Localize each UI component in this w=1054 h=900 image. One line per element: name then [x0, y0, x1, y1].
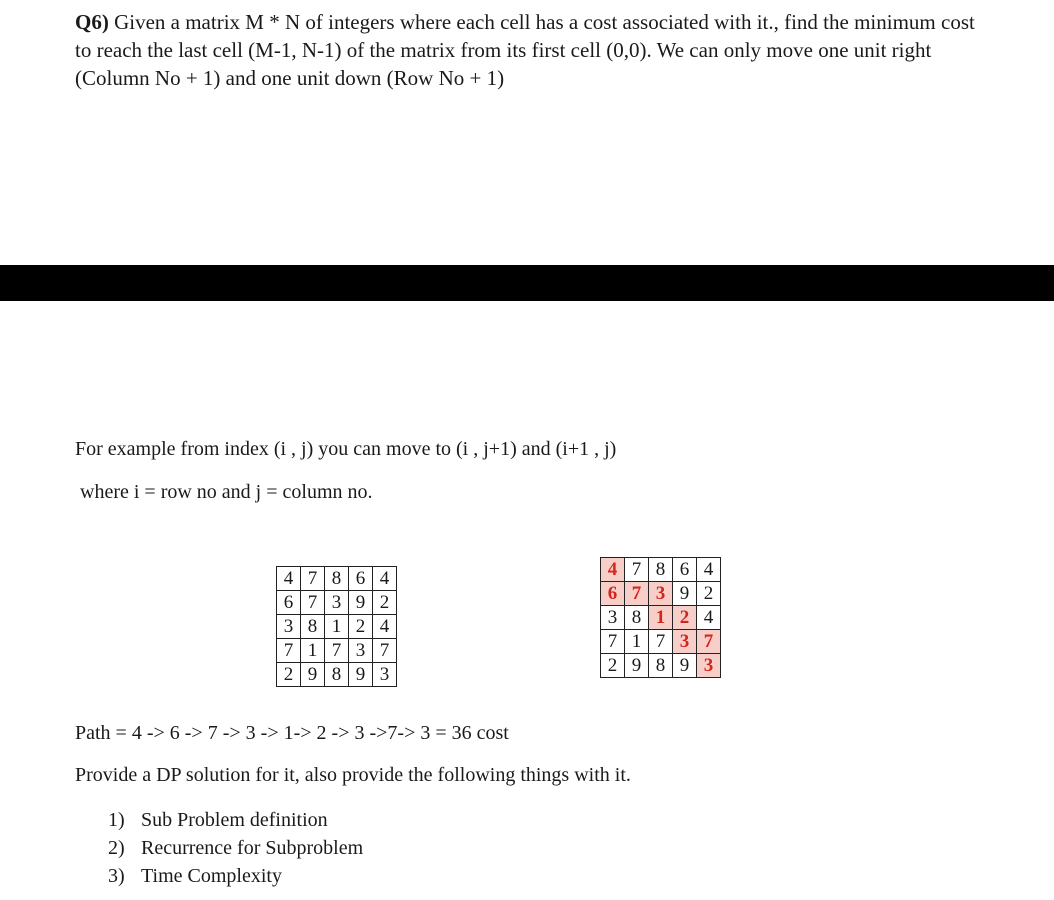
matrix-row: [601, 630, 721, 654]
list-number: 1): [108, 809, 125, 831]
matrix-cell: 7: [373, 639, 397, 663]
question-body: Given a matrix M * N of integers where each cell has a cost associated with it., find the minimum cost to reach the last cell (M-1, N-1) of the matrix from its first cell (0,0). We can only move one unit right (Column No + 1) and one unit down (Row No + 1): [75, 10, 975, 90]
path-cell: 2: [673, 606, 697, 630]
matrix-row: [277, 615, 397, 639]
list-item: [108, 806, 363, 834]
matrix-cell: 2: [601, 654, 625, 678]
matrix-cell: 7: [301, 591, 325, 615]
matrix-row: [277, 591, 397, 615]
example-line: For example from index (i , j) you can move to (i , j+1) and (i+1 , j): [75, 438, 617, 460]
path-cell: 7: [697, 630, 721, 654]
matrix-cell: 6: [277, 591, 301, 615]
matrix-row: [601, 606, 721, 630]
matrix-cell: 2: [277, 663, 301, 687]
matrix-cell: 6: [673, 558, 697, 582]
matrix-cell: 9: [301, 663, 325, 687]
matrix-cell: 4: [277, 567, 301, 591]
matrix-cell: 3: [349, 639, 373, 663]
requirements-list: [108, 806, 363, 890]
matrix-cell: 3: [373, 663, 397, 687]
matrix-row: [601, 582, 721, 606]
matrix-cell: 2: [697, 582, 721, 606]
matrix-cell: 9: [673, 654, 697, 678]
provide-line: Provide a DP solution for it, also provide the following things with it.: [75, 764, 631, 786]
matrix-cell: 1: [625, 630, 649, 654]
matrix-cell: 8: [649, 558, 673, 582]
list-item: [108, 834, 363, 862]
matrix-cell: 9: [349, 591, 373, 615]
where-line: where i = row no and j = column no.: [80, 481, 373, 503]
matrix-cell: 6: [349, 567, 373, 591]
list-text: Time Complexity: [141, 865, 282, 887]
matrix-cell: 4: [697, 606, 721, 630]
redaction-bar: [0, 265, 1054, 301]
matrix-cell: 9: [349, 663, 373, 687]
matrix-cell: 7: [601, 630, 625, 654]
matrix-cell: 4: [373, 567, 397, 591]
path-cell: 3: [697, 654, 721, 678]
matrix-row: [277, 663, 397, 687]
matrix-cell: 7: [301, 567, 325, 591]
path-cell: 1: [649, 606, 673, 630]
matrix-cell: 8: [301, 615, 325, 639]
matrix-cell: 3: [325, 591, 349, 615]
list-number: 2): [108, 837, 125, 859]
list-item: [108, 862, 363, 890]
matrix-row: [277, 639, 397, 663]
matrix-cell: 8: [625, 606, 649, 630]
list-number: 3): [108, 865, 125, 887]
matrix-cell: 8: [649, 654, 673, 678]
path-cell: 4: [601, 558, 625, 582]
matrix-cell: 7: [625, 558, 649, 582]
matrix-cell: 9: [625, 654, 649, 678]
matrix-cell: 7: [277, 639, 301, 663]
matrix-cell: 8: [325, 567, 349, 591]
matrix-cell: 1: [325, 615, 349, 639]
list-text: Recurrence for Subproblem: [141, 837, 364, 859]
path-cell: 6: [601, 582, 625, 606]
matrix-row: [601, 654, 721, 678]
matrix-cell: 3: [277, 615, 301, 639]
matrix-cell: 9: [673, 582, 697, 606]
matrix-cell: 7: [325, 639, 349, 663]
list-text: Sub Problem definition: [141, 809, 328, 831]
matrix-cell: 1: [301, 639, 325, 663]
path-line: Path = 4 -> 6 -> 7 -> 3 -> 1-> 2 -> 3 ->7-> 3 = 36 cost: [75, 722, 509, 744]
question-label: Q6): [75, 10, 109, 34]
path-cell: 3: [673, 630, 697, 654]
matrix-plain: [276, 566, 397, 687]
path-cell: 3: [649, 582, 673, 606]
matrix-cell: 4: [697, 558, 721, 582]
matrix-cell: 2: [373, 591, 397, 615]
matrix-row: [601, 558, 721, 582]
matrix-cell: 3: [601, 606, 625, 630]
matrix-cell: 7: [649, 630, 673, 654]
matrix-cell: 4: [373, 615, 397, 639]
matrix-path-highlighted: [600, 557, 721, 678]
matrix-cell: 8: [325, 663, 349, 687]
path-cell: 7: [625, 582, 649, 606]
matrix-row: [277, 567, 397, 591]
matrix-cell: 2: [349, 615, 373, 639]
question-text: [75, 8, 975, 92]
